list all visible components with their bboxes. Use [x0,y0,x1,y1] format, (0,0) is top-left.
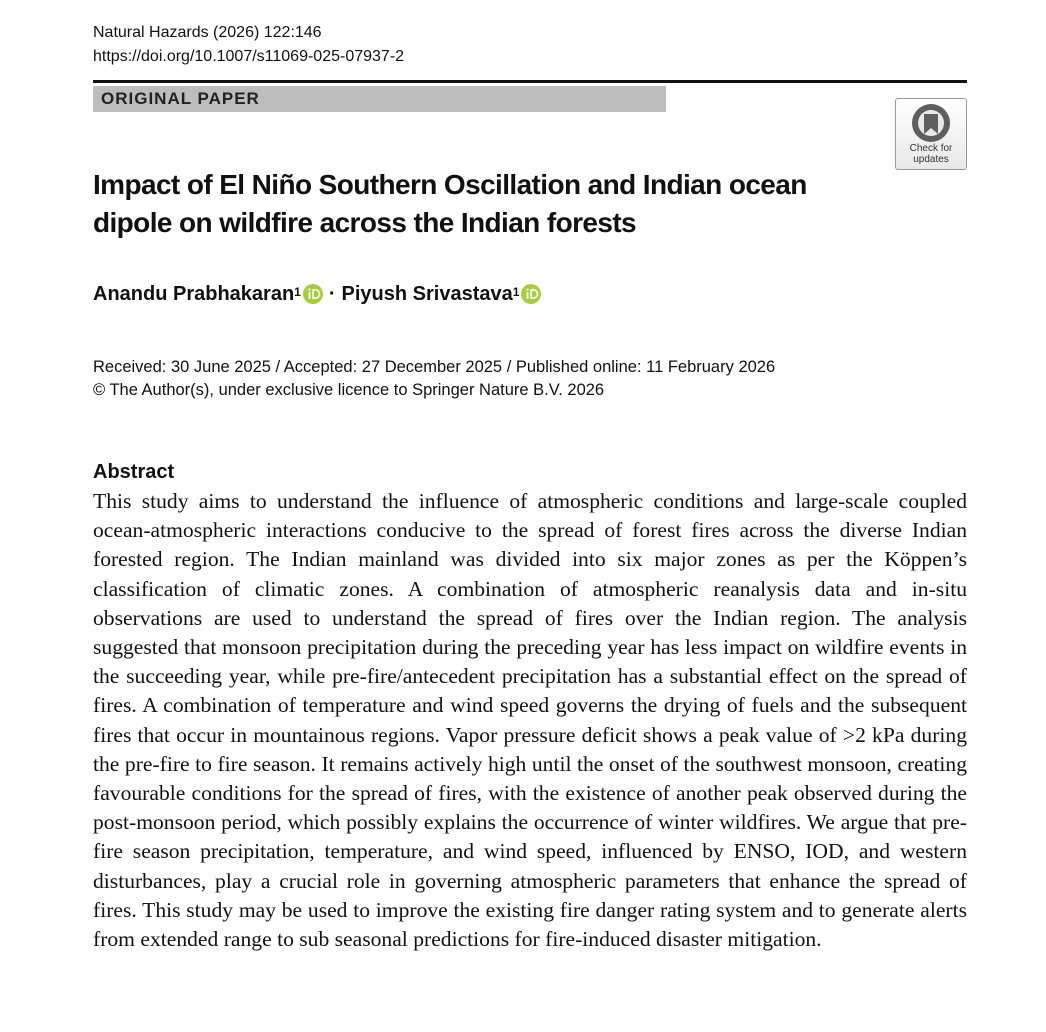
badge-label-line2: updates [913,154,949,165]
author-name[interactable]: Piyush Srivastava [341,283,513,305]
doi-link[interactable]: https://doi.org/10.1007/s11069-025-07937-2 [93,48,405,65]
author-list: Anandu Prabhakaran $^1$ · Piyush Srivastava $^1$ [93,278,544,310]
header-rule [93,80,967,83]
orcid-icon[interactable] [303,284,323,304]
check-for-updates-button[interactable] [895,98,967,170]
publication-history [93,356,775,402]
badge-label-line1: Check for [909,143,953,154]
bookmark-icon [909,103,953,143]
abstract-body: This study aims to understand the influence of atmospheric conditions and large-scale coupled ocean-atmospheric interactions conducive to the spread of forest fires across the diverse Indian forested region. The Indian mainland was divided into six major zones as per the Köppen’s classification of climatic zones. A combination of atmospheric reanalysis data and in-situ observations are used to understand the spread of fires over the Indian region. The analysis suggested that monsoon precipitation during the preceding year has less impact on wildfire events in the succeeding year, while pre-fire/antecedent precipitation has a substantial effect on the spread of fires. A combination of temperature and wind speed governs the drying of fuels and the subsequent fires that occur in mountainous regions. Vapor pressure deficit shows a peak value of >2 kPa during the pre-fire to fire season. It remains actively high until the onset of the southwest monsoon, creating favourable conditions for the spread of fires, with the existence of another peak observed during the post-monsoon period, which possibly explains the occurrence of winter wildfires. We argue that pre-fire season precipitation, temperature, and wind speed, influenced by ENSO, IOD, and western disturbances, play a crucial role in governing atmospheric parameters that enhance the spread of fires. This study may be used to improve the existing fire danger rating system and to generate alerts from extended range to sub seasonal predictions for fire-induced disaster mitigation. [93,489,967,952]
orcid-icon[interactable] [521,284,541,304]
date-history: Received: 30 June 2025 / Accepted: 27 December 2025 / Published online: 11 February 2026 [93,358,776,376]
paper-title: Impact of El Niño Southern Oscillation and Indian ocean dipole on wildfire across the Indian forests [93,169,807,238]
journal-citation: Natural Hazards (2026) 122:146 [93,24,322,41]
journal-header [93,21,404,69]
author-separator: · [328,283,336,305]
copyright-notice: © The Author(s), under exclusive licence to Springer Nature B.V. 2026 [93,381,605,399]
author-name[interactable]: Anandu Prabhakaran [93,283,295,305]
abstract-heading: Abstract [93,461,175,483]
article-type-banner: ORIGINAL PAPER [93,86,666,112]
